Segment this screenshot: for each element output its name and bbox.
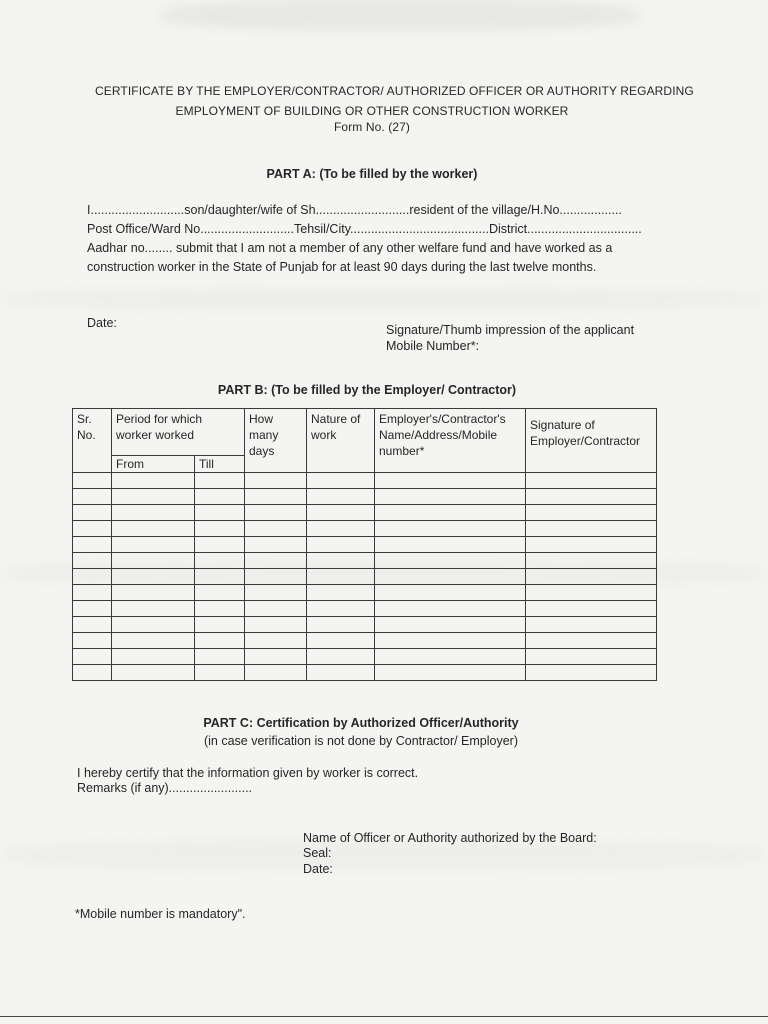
part-b-heading: PART B: (To be filled by the Employer/ Contractor) <box>217 383 517 397</box>
seal-label: Seal: <box>303 846 332 860</box>
table-row <box>73 569 657 585</box>
col-employer-details: Employer's/Contractor's Name/Address/Mobile number* <box>375 409 526 473</box>
table-row <box>73 537 657 553</box>
table-row <box>73 521 657 537</box>
col-till: Till <box>195 456 245 473</box>
table-row <box>73 473 657 489</box>
form-title-line2: EMPLOYMENT OF BUILDING OR OTHER CONSTRUCTION WORKER <box>175 104 569 118</box>
table-row <box>73 585 657 601</box>
part-a-line4: construction worker in the State of Punjab for at least 90 days during the last twelve months. <box>87 260 597 274</box>
remarks-field: Remarks (if any)........................ <box>77 781 253 795</box>
col-from: From <box>112 456 195 473</box>
part-a-line2: Post Office/Ward No...........................Tehsil/City........................................District................................. <box>87 222 642 236</box>
employment-table <box>72 408 657 681</box>
col-period: Period for which worker worked <box>112 409 245 456</box>
form-number: Form No. (27) <box>334 120 410 134</box>
officer-name-label: Name of Officer or Authority authorized by the Board: <box>303 831 597 845</box>
footnote: *Mobile number is mandatory". <box>75 907 246 921</box>
table-row <box>73 617 657 633</box>
table-row <box>73 505 657 521</box>
applicant-mobile-label: Mobile Number*: <box>386 339 480 353</box>
table-row <box>73 489 657 505</box>
part-a-heading: PART A: (To be filled by the worker) <box>266 167 478 181</box>
col-how-many-days: How many days <box>245 409 307 473</box>
col-nature-of-work: Nature of work <box>307 409 375 473</box>
scan-smudge <box>160 0 640 30</box>
part-c-subheading: (in case verification is not done by Contractor/ Employer) <box>203 734 519 748</box>
part-c-heading: PART C: Certification by Authorized Officer/Authority <box>203 716 519 730</box>
table-row <box>73 633 657 649</box>
col-employer-signature: Signature of Employer/Contractor <box>526 409 657 473</box>
col-sr-no: Sr. No. <box>73 409 112 473</box>
scan-smudge <box>0 290 768 308</box>
table-row <box>73 665 657 681</box>
part-a-date-label: Date: <box>87 316 117 330</box>
table-row <box>73 553 657 569</box>
applicant-signature-label: Signature/Thumb impression of the applicant <box>386 323 635 337</box>
table-row <box>73 649 657 665</box>
part-a-line1: I...........................son/daughter/wife of Sh...........................resident of the village/H.No.................. <box>87 203 622 217</box>
certify-text: I hereby certify that the information given by worker is correct. <box>77 766 419 780</box>
scan-edge-line <box>0 1016 768 1017</box>
form-title-line1: CERTIFICATE BY THE EMPLOYER/CONTRACTOR/ AUTHORIZED OFFICER OR AUTHORITY REGARDING <box>95 84 694 98</box>
part-a-line3: Aadhar no........ submit that I am not a member of any other welfare fund and have worked as a <box>87 241 613 255</box>
table-row <box>73 601 657 617</box>
part-c-date-label: Date: <box>303 862 333 876</box>
